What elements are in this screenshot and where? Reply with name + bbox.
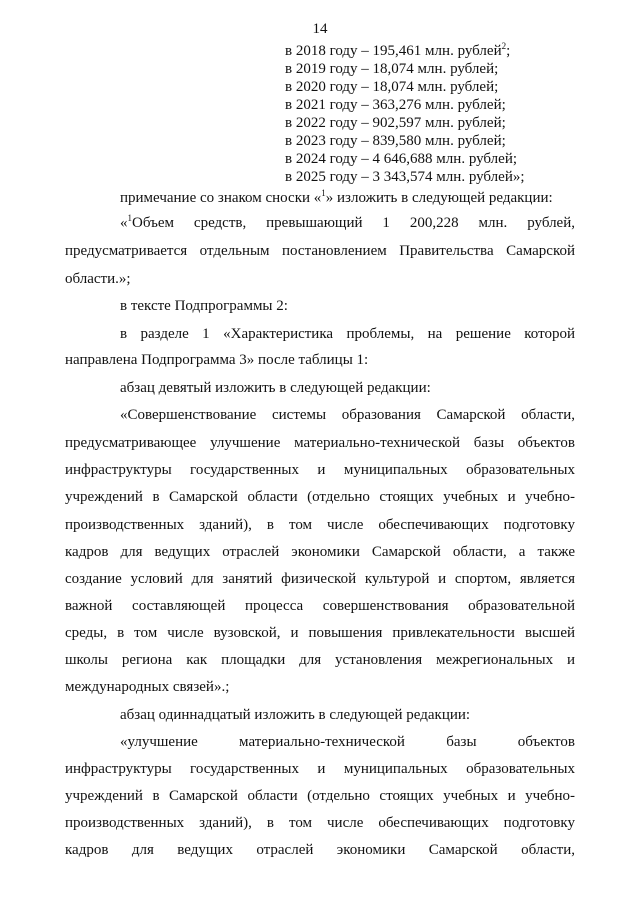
- footnote-mark: 1: [321, 188, 326, 198]
- year-item: в 2021 году – 363,276 млн. рублей;: [285, 97, 506, 113]
- quote1-line-11: международных связей».;: [65, 679, 230, 695]
- note-line: примечание со знаком сноски «$^1$» изложить в следующей редакции:: [120, 188, 553, 206]
- section1-line-1: в разделе 1 «Характеристика проблемы, на решение которой: [120, 326, 575, 342]
- footnote-mark: 1: [127, 213, 132, 223]
- quote1-line-6: кадров для ведущих отраслей экономики Самарской области, а также: [65, 544, 575, 560]
- year-item: в 2019 году – 18,074 млн. рублей;: [285, 61, 499, 77]
- quote1-line-9: среды, в том числе вузовской, и повышения привлекательности высшей: [65, 625, 575, 641]
- year-item: в 2018 году – 195,461 млн. рублей$^2$;: [285, 41, 511, 59]
- quote2-line-5: кадров для ведущих отраслей экономики Самарской области,: [65, 842, 575, 858]
- year-item: в 2024 году – 4 646,688 млн. рублей;: [285, 151, 518, 167]
- quote1-line-5: производственных зданий), в том числе обеспечивающих подготовку: [65, 517, 575, 533]
- year-item: в 2025 году – 3 343,574 млн. рублей»;: [285, 169, 525, 185]
- year-item: в 2020 году – 18,074 млн. рублей;: [285, 79, 499, 95]
- subprogram-paragraph: в тексте Подпрограммы 2:: [120, 298, 288, 314]
- quote1-line-4: учреждений в Самарской области (отдельно стоящих учебных и учебно-: [65, 489, 575, 505]
- quote2-line-3: учреждений в Самарской области (отдельно стоящих учебных и учебно-: [65, 788, 575, 804]
- quote1-line-1: «Совершенствование системы образования Самарской области,: [120, 407, 575, 423]
- year-list: [285, 42, 525, 186]
- section1-line-2: направлена Подпрограмма 3» после таблицы 1:: [65, 352, 369, 368]
- quote2-line-2: инфраструктуры государственных и муниципальных образовательных: [65, 761, 575, 777]
- quote2-line-1: «улучшение материально-технической базы объектов: [120, 734, 575, 750]
- footnote-line-3: области.»;: [65, 271, 131, 287]
- page-number: 14: [312, 21, 328, 37]
- quote1-line-8: важной составляющей процесса совершенствования образовательной: [65, 598, 575, 614]
- footnote-line-1: «$^1$Объем средств, превышающий 1 200,228 млн. рублей,: [120, 213, 575, 231]
- quote1-line-7: создание условий для занятий физической культурой и спортом, является: [65, 571, 575, 587]
- footnote-mark: 2: [501, 41, 507, 51]
- year-item: в 2023 году – 839,580 млн. рублей;: [285, 133, 506, 149]
- eleventh-paragraph-instruction: абзац одиннадцатый изложить в следующей редакции:: [120, 707, 471, 723]
- ninth-paragraph-instruction: абзац девятый изложить в следующей редакции:: [120, 380, 431, 396]
- quote1-line-3: инфраструктуры государственных и муниципальных образовательных: [65, 462, 575, 478]
- quote2-line-4: производственных зданий), в том числе обеспечивающих подготовку: [65, 815, 575, 831]
- year-item: в 2022 году – 902,597 млн. рублей;: [285, 115, 506, 131]
- quote1-line-2: предусматривающее улучшение материально-технической базы объектов: [65, 435, 575, 451]
- footnote-line-2: предусматривается отдельным постановлением Правительства Самарской: [65, 243, 575, 259]
- quote1-line-10: школы региона как площадки для установления межрегиональных и: [65, 652, 575, 668]
